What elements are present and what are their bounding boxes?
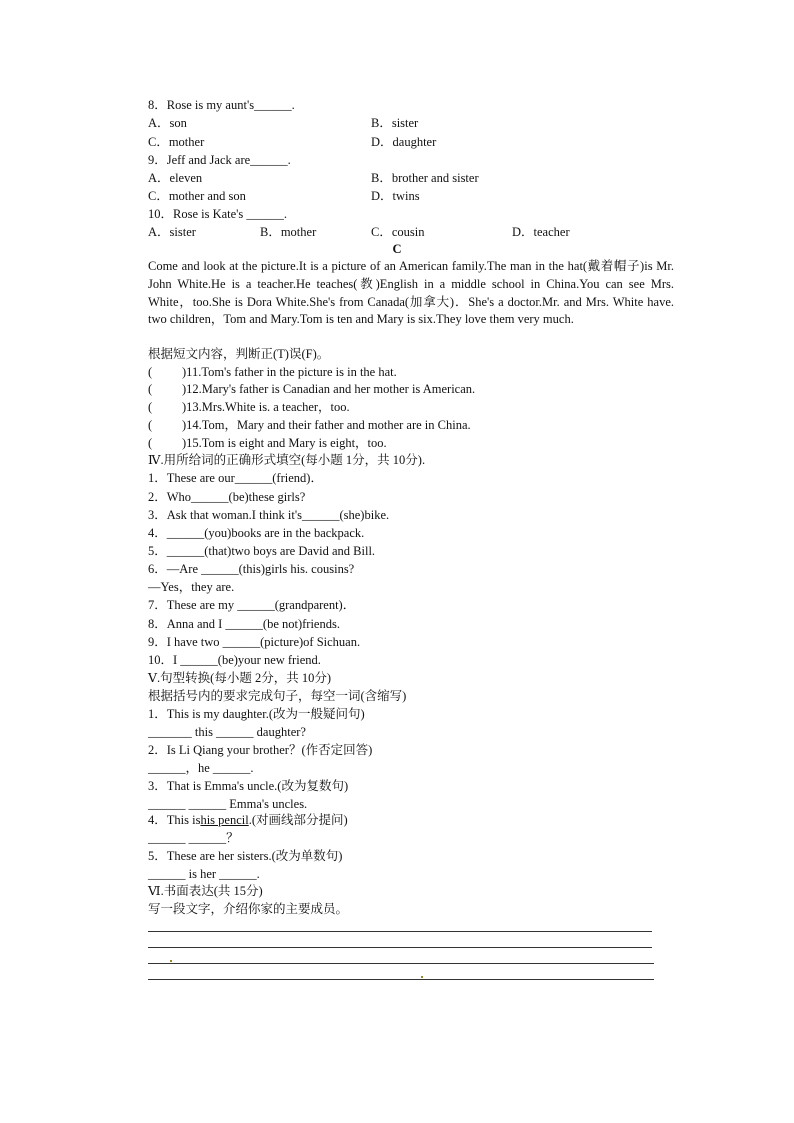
section-4-heading: Ⅳ.用所给词的正确形式填空(每小题 1分，共 10分). (148, 453, 426, 467)
option: C．mother and son (148, 189, 246, 203)
option: B．brother and sister (371, 171, 479, 185)
fill-item: 6．—Are ______(this)girls his. cousins? (148, 562, 355, 576)
speck-mark (170, 960, 172, 962)
underlined-phrase: his pencil (200, 813, 249, 827)
writing-line (148, 963, 654, 964)
fill-item: 8．Anna and I ______(be not)friends. (148, 617, 340, 631)
fill-item: 2．Who______(be)these girls? (148, 490, 306, 504)
transform-answer: _______ this ______ daughter? (148, 725, 306, 739)
option: C．cousin (371, 225, 425, 239)
transform-item: 3．That is Emma's uncle.(改为复数句) (148, 779, 349, 793)
section-6-instruction: 写一段文字，介绍你家的主要成员。 (148, 902, 349, 916)
option: B．mother (260, 225, 317, 239)
transform-item: 5．These are her sisters.(改为单数句) (148, 849, 343, 863)
transform-item: 1．This is my daughter.(改为一般疑问句) (148, 707, 365, 721)
fill-item: 5．______(that)two boys are David and Bill. (148, 544, 376, 558)
question-10: 10．Rose is Kate's ______. (148, 207, 288, 221)
option: A．sister (148, 225, 196, 239)
tf-item-14: ( )14.Tom，Mary and their father and mother are in China. (148, 418, 471, 432)
transform-item: 2．Is Li Qiang your brother？(作否定回答) (148, 743, 373, 757)
fill-item: 3．Ask that woman.I think it's______(she)bike. (148, 508, 390, 522)
fill-item: 10．I ______(be)your new friend. (148, 653, 321, 667)
tf-item-15: ( )15.Tom is eight and Mary is eight，too. (148, 436, 387, 450)
writing-line (148, 931, 652, 932)
tf-item-11: ( )11.Tom's father in the picture is in the hat. (148, 365, 397, 379)
transform-item: 4．This ishis pencil.(对画线部分提问) (148, 813, 348, 827)
fill-item: 1．These are our______(friend)． (148, 471, 323, 485)
tf-instruction: 根据短文内容，判断正(T)误(F)。 (148, 347, 330, 361)
writing-line (148, 947, 652, 948)
transform-answer: ______ is her ______. (148, 867, 260, 881)
option: A．son (148, 116, 187, 130)
transform-answer: ______ ______ Emma's uncles. (148, 797, 308, 811)
fill-item: 9．I have two ______(picture)of Sichuan. (148, 635, 361, 649)
option: D．daughter (371, 135, 437, 149)
fill-item: 4．______(you)books are in the backpack. (148, 526, 365, 540)
question-9: 9．Jeff and Jack are______. (148, 153, 291, 167)
option: C．mother (148, 135, 205, 149)
question-8: 8．Rose is my aunt's______. (148, 98, 295, 112)
fill-item: 7．These are my ______(grandparent)． (148, 598, 356, 612)
section-c-heading: C (392, 242, 402, 256)
writing-line (148, 979, 654, 980)
option: A．eleven (148, 171, 203, 185)
section-5-instruction: 根据括号内的要求完成句子，每空一词(含缩写) (148, 689, 407, 703)
option: D．twins (371, 189, 420, 203)
option: D．teacher (512, 225, 570, 239)
section-5-heading: Ⅴ.句型转换(每小题 2分，共 10分) (148, 671, 331, 685)
option: B．sister (371, 116, 419, 130)
tf-item-12: ( )12.Mary's father is Canadian and her mother is American. (148, 382, 476, 396)
tf-item-13: ( )13.Mrs.White is. a teacher，too. (148, 400, 350, 414)
reading-passage: Come and look at the picture.It is a picture of an American family.The man in the hat(戴着帽子)is Mr. John White.He is a teacher.He teaches(教)English in a middle school in China.You can see Mrs. White，too.She is Dora White.She's from Canada(加拿大)．She's a doctor.Mr. and Mrs. White have. two children，Tom and Mary.Tom is ten and Mary is six.They love them very much. (148, 259, 674, 327)
section-6-heading: Ⅵ.书面表达(共 15分) (148, 884, 263, 898)
fill-item: —Yes，they are. (148, 580, 235, 594)
transform-answer: ______，he ______. (148, 761, 254, 775)
transform-answer: ______ ______？ (148, 831, 239, 845)
speck-mark (421, 976, 423, 978)
